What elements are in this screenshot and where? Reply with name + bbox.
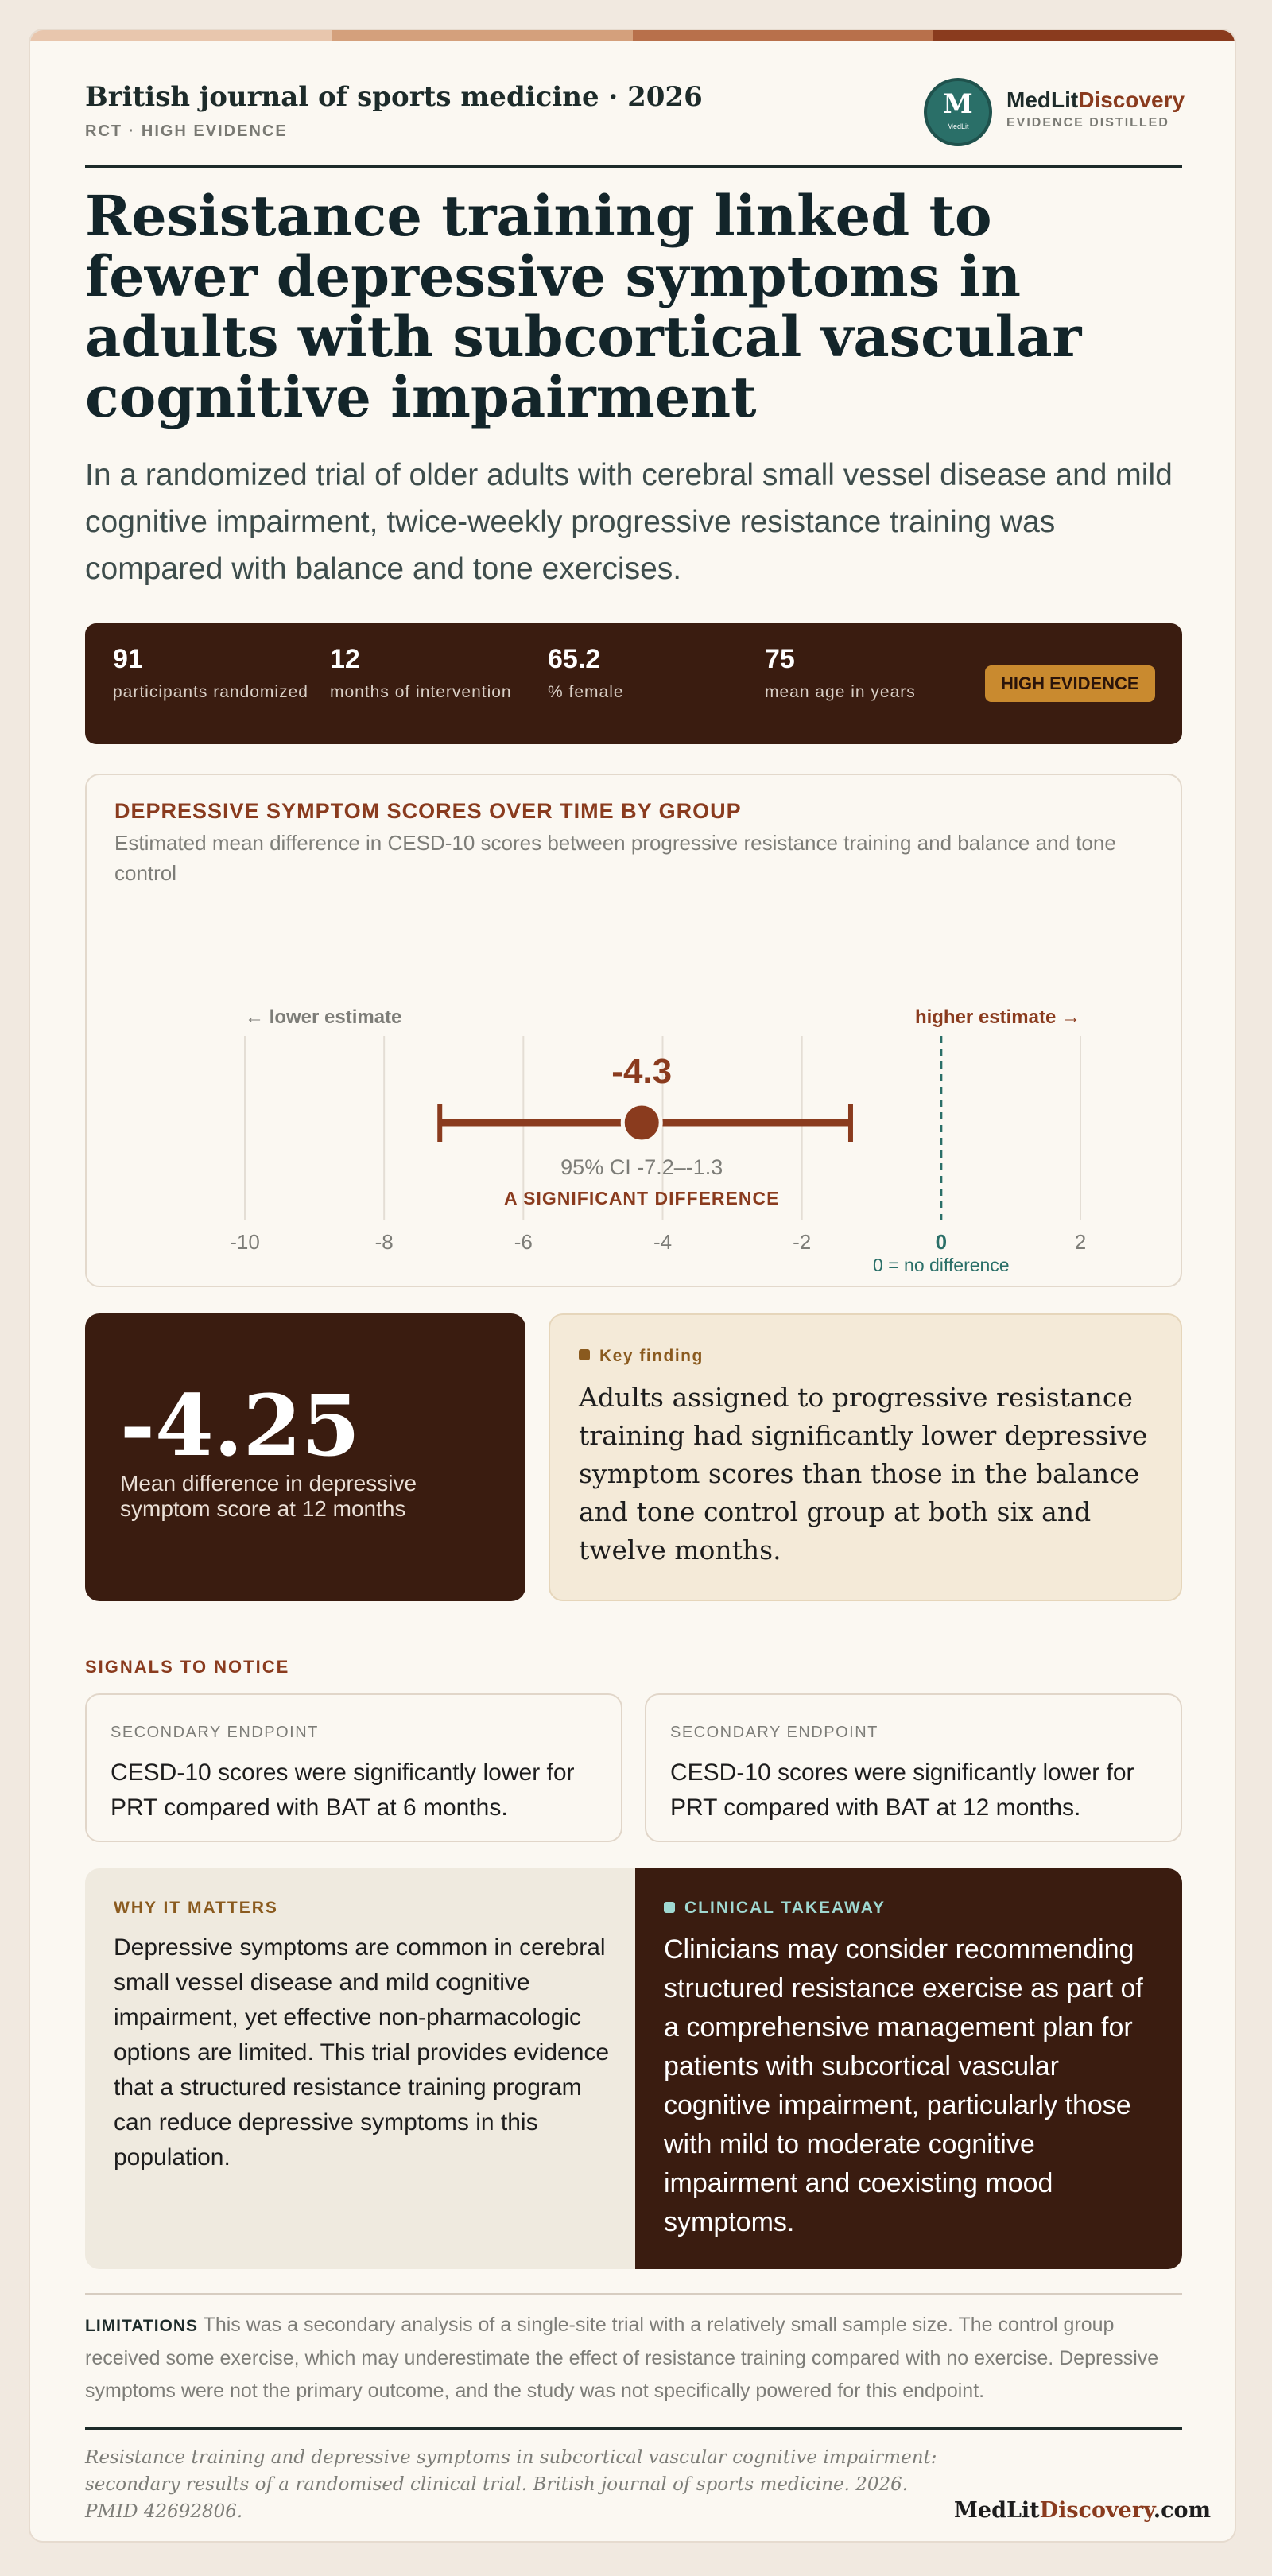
point-estimate — [622, 1104, 661, 1142]
lower-estimate-hint: ← lower estimate — [245, 1007, 402, 1028]
tick-label: -6 — [514, 1230, 533, 1254]
signal-card — [85, 1693, 622, 1842]
stat-participants: 91 participants randomized — [113, 644, 308, 701]
stats-bar — [85, 623, 1182, 744]
takeaway-label: CLINICAL TAKEAWAY — [684, 1899, 886, 1917]
divider — [85, 2427, 1182, 2430]
citation: Resistance training and depressive symptoms in subcortical vascular cognitive impairment: secondary results of a randomised clinical trial. British journal of sports medicine. 2026. PMID 42692806. — [85, 2447, 937, 2522]
limitations — [85, 2309, 1182, 2407]
key-finding-text: Adults assigned to progressive resistance training had significantly lower depressive symptom scores than those in the balance and tone control group at both six and twelve months. — [579, 1382, 1148, 1565]
evidence-badge: HIGH EVIDENCE — [985, 665, 1155, 702]
stat-female: 65.2 % female — [548, 644, 624, 701]
journal-title: British journal of sports medicine · 2026 — [85, 81, 703, 113]
signal-card — [645, 1693, 1182, 1842]
medlit-logo-icon[interactable]: M MedLit — [924, 78, 992, 146]
tick-label: 0 — [935, 1230, 948, 1254]
headline-stat-card — [85, 1313, 525, 1601]
estimate-label: -4.3 — [611, 1052, 673, 1091]
why-it-matters-panel — [85, 1868, 635, 2269]
brand-name[interactable]: MedLitDiscovery — [1006, 87, 1185, 112]
forest-plot-card — [85, 774, 1182, 1287]
chart-subtitle: Estimated mean difference in CESD-10 scores between progressive resistance training and balance and tone control — [114, 831, 1116, 885]
tick-label: -4 — [653, 1230, 673, 1254]
site-link[interactable]: MedLitDiscovery.com — [954, 2498, 1212, 2523]
takeaway-text: Clinicians may consider recommending structured resistance exercise as part of a comprehensive management plan for patients with subcortical vascular cognitive impairment, particularly those with mild to moderate cognitive impairment and coexisting mood symptoms. — [664, 1934, 1143, 2237]
color-bar — [30, 30, 1235, 41]
ci-label: 95% CI -7.2–-1.3 — [560, 1155, 723, 1179]
mean-difference-label: Mean difference in depressive symptom score at 12 months — [120, 1471, 417, 1521]
signal-text: CESD-10 scores were significantly lower for PRT compared with BAT at 12 months. — [670, 1759, 1134, 1821]
mean-difference-value: -4.25 — [120, 1375, 361, 1475]
stat-age: 75 mean age in years — [765, 644, 916, 701]
significance-label: A SIGNIFICANT DIFFERENCE — [504, 1188, 780, 1208]
headline: Resistance training linked to fewer depressive symptoms in adults with subcortical vascular cognitive impairment — [85, 183, 1082, 430]
brand-tagline: EVIDENCE DISTILLED — [1006, 116, 1169, 130]
limitations-label: LIMITATIONS — [85, 2317, 199, 2335]
divider — [85, 2293, 1182, 2295]
evidence-eyebrow: RCT · HIGH EVIDENCE — [85, 122, 288, 140]
signal-tag: SECONDARY ENDPOINT — [670, 1724, 878, 1741]
stat-months: 12 months of intervention — [330, 644, 512, 701]
key-finding-card — [549, 1313, 1182, 1601]
divider — [85, 165, 1182, 168]
reference-label: 0 = no difference — [873, 1255, 1010, 1275]
signal-text: CESD-10 scores were significantly lower for PRT compared with BAT at 6 months. — [111, 1759, 575, 1821]
why-text: Depressive symptoms are common in cerebral small vessel disease and mild cognitive impairment, yet effective non-pharmacologic options are limited. This trial provides evidence that a structured resistance training program can reduce depressive symptoms in this population. — [114, 1934, 610, 2171]
dek: In a randomized trial of older adults with cerebral small vessel disease and mild cognitive impairment, twice-weekly progressive resistance training was compared with balance and tone exercises. — [85, 458, 1173, 586]
signal-tag: SECONDARY ENDPOINT — [111, 1724, 319, 1741]
limitations-text: This was a secondary analysis of a single-site trial with a relatively small sample size. The control group received some exercise, which may underestimate the effect of resistance training compared with no exercise. Depressive symptoms were not the primary outcome, and the study was not specifically powered for this endpoint. — [85, 2314, 1159, 2402]
infographic-card — [29, 29, 1236, 2543]
clinical-takeaway-panel — [635, 1868, 1182, 2269]
higher-estimate-hint: higher estimate → — [914, 1007, 1080, 1028]
tick-label: -2 — [793, 1230, 812, 1254]
color-bar-segment — [332, 30, 633, 41]
forest-plot — [87, 775, 1184, 1289]
square-bullet-icon — [664, 1902, 675, 1913]
tick-label: -10 — [230, 1230, 260, 1254]
why-label: WHY IT MATTERS — [114, 1899, 278, 1917]
tick-label: 2 — [1074, 1230, 1087, 1254]
color-bar-segment — [933, 30, 1235, 41]
signals-heading: SIGNALS TO NOTICE — [85, 1657, 290, 1677]
color-bar-segment — [633, 30, 934, 41]
key-finding-label: Key finding — [599, 1347, 704, 1365]
color-bar-segment — [30, 30, 332, 41]
chart-title: DEPRESSIVE SYMPTOM SCORES OVER TIME BY GROUP — [114, 799, 742, 823]
tick-label: -8 — [374, 1230, 394, 1254]
square-bullet-icon — [579, 1349, 590, 1360]
